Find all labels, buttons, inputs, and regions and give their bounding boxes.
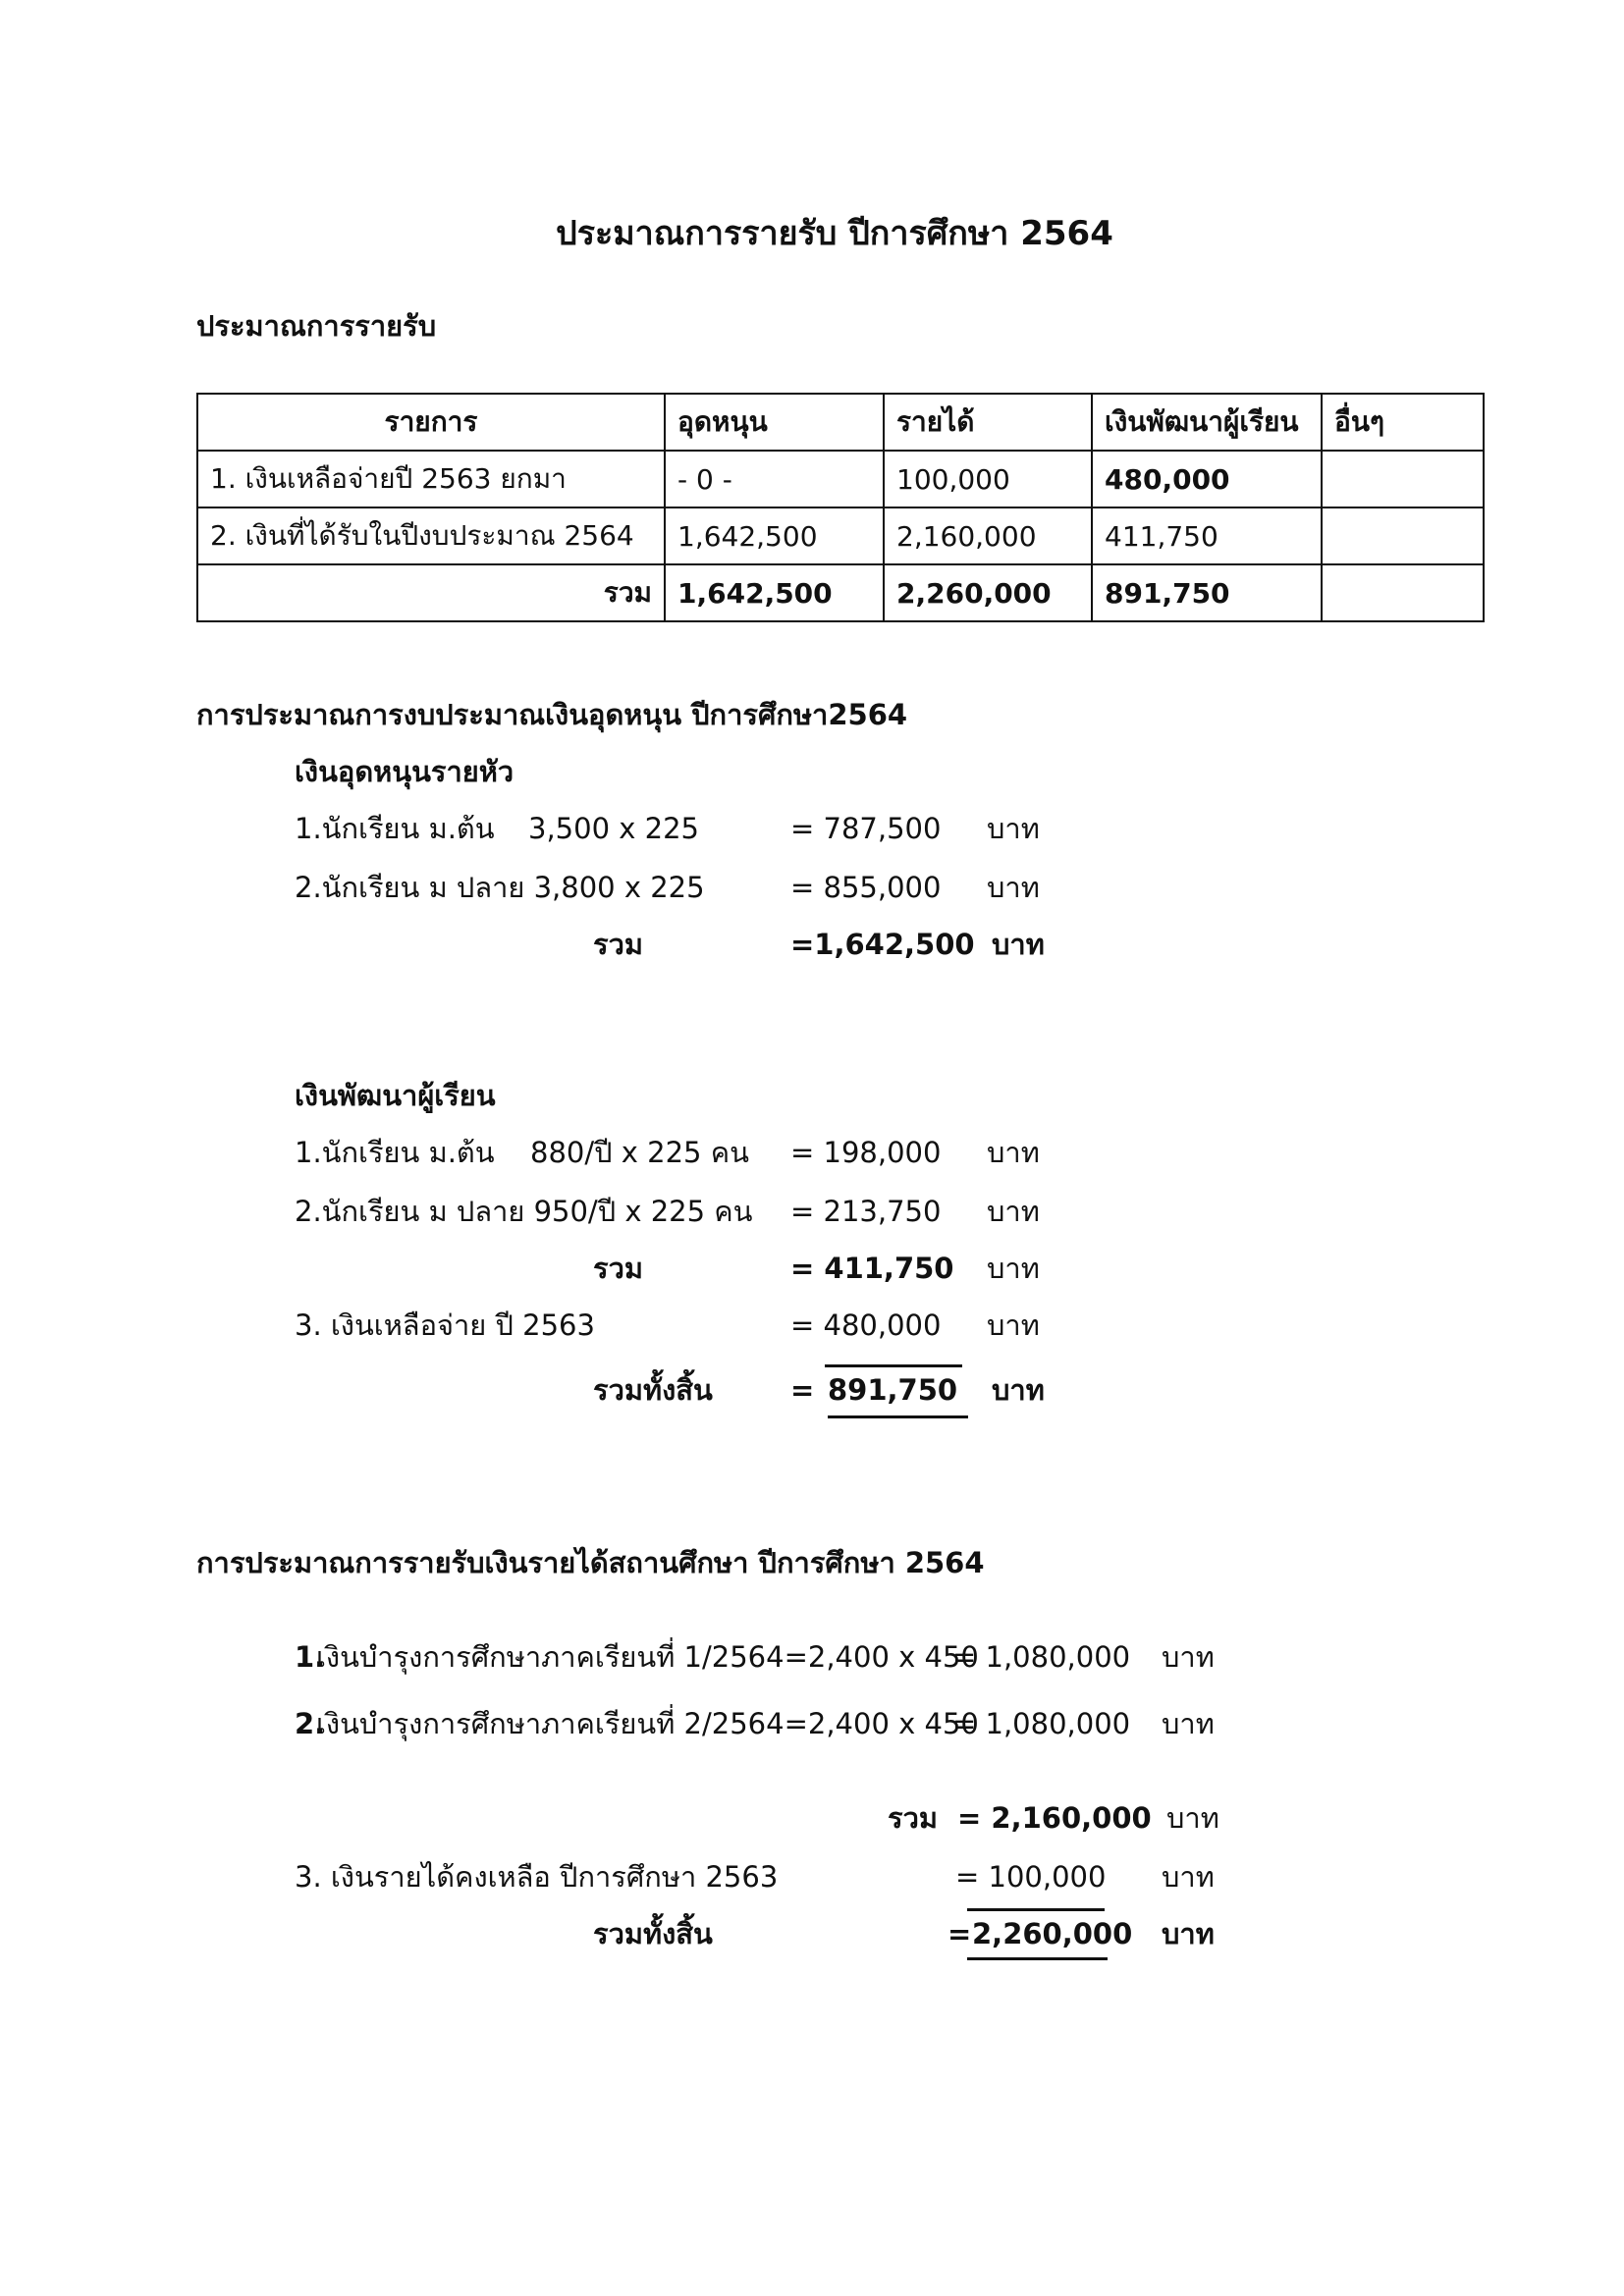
subheading-per-head: เงินอุดหนุนรายหัว [295, 755, 514, 788]
table-cell [1322, 507, 1484, 564]
subsidy-total-amount: =1,642,500 [790, 928, 975, 961]
development-grand-unit: บาท [992, 1373, 1045, 1407]
school-line1-text: เงินบำรุงการศึกษาภาคเรียนที่ 1/2564=2,400 x 450 [316, 1640, 979, 1674]
table-cell [1322, 451, 1484, 507]
table-total-label: รวม [197, 564, 665, 621]
school-total-underline [967, 1957, 1108, 1960]
section-heading-income: ประมาณการรายรับ [196, 309, 437, 343]
development-line1-calc: 880/ปี x 225 คน [530, 1136, 749, 1169]
school-grand-amount: 2,260,000 [972, 1917, 1133, 1950]
development-grand-eq: = [790, 1373, 815, 1407]
development-subtotal-amount: = 411,750 [790, 1252, 954, 1285]
development-line2-amount: = 213,750 [790, 1195, 942, 1228]
school-grand-eq: = [947, 1917, 972, 1950]
table-total-cell [1322, 564, 1484, 621]
section-heading-subsidy: การประมาณการงบประมาณเงินอุดหนุน ปีการศึกษา2564 [196, 698, 908, 731]
development-line2-label: 2.นักเรียน ม ปลาย 950/ปี x 225 คน [295, 1195, 753, 1228]
table-cell: - 0 - [665, 451, 884, 507]
table-cell: 411,750 [1092, 507, 1322, 564]
table-cell: 100,000 [884, 451, 1092, 507]
subheading-development: เงินพัฒนาผู้เรียน [295, 1079, 496, 1112]
school-line3-label: 3. เงินรายได้คงเหลือ ปีการศึกษา 2563 [295, 1860, 779, 1894]
school-line2-amount: = 1,080,000 [952, 1707, 1131, 1740]
subsidy-line1-label: 1.นักเรียน ม.ต้น [295, 812, 495, 845]
table-header-cell: รายการ [197, 394, 665, 451]
school-grand-unit: บาท [1162, 1917, 1215, 1950]
table-row [197, 507, 1484, 564]
table-cell: 2. เงินที่ได้รับในปีงบประมาณ 2564 [197, 507, 665, 564]
development-grand-label: รวมทั้งสิ้น [593, 1373, 713, 1407]
table-header-cell: รายได้ [884, 394, 1092, 451]
school-subtotal-label: รวม [888, 1801, 938, 1835]
school-line2-unit: บาท [1162, 1707, 1215, 1740]
school-total-overline [967, 1908, 1105, 1911]
table-total-row [197, 564, 1484, 621]
development-total-overline [825, 1364, 962, 1367]
development-line2-unit: บาท [987, 1195, 1040, 1228]
school-line1-unit: บาท [1162, 1640, 1215, 1674]
school-line3-amount: = 100,000 [955, 1860, 1107, 1894]
development-grand-amount: 891,750 [828, 1373, 958, 1407]
table-row [197, 451, 1484, 507]
subsidy-line1-amount: = 787,500 [790, 812, 942, 845]
table-header-cell: อื่นๆ [1322, 394, 1484, 451]
school-line3-unit: บาท [1162, 1860, 1215, 1894]
development-line1-amount: = 198,000 [790, 1136, 942, 1169]
table-cell: 1. เงินเหลือจ่ายปี 2563 ยกมา [197, 451, 665, 507]
table-header-cell: เงินพัฒนาผู้เรียน [1092, 394, 1322, 451]
development-subtotal-unit: บาท [987, 1252, 1040, 1285]
income-table [196, 393, 1485, 622]
development-subtotal-label: รวม [593, 1252, 643, 1285]
subsidy-line1-unit: บาท [987, 812, 1040, 845]
development-line3-label: 3. เงินเหลือจ่าย ปี 2563 [295, 1308, 595, 1342]
subsidy-total-label: รวม [593, 928, 643, 961]
table-header-row [197, 394, 1484, 451]
development-line1-unit: บาท [987, 1136, 1040, 1169]
subsidy-line2-unit: บาท [987, 871, 1040, 904]
school-line2-num: 2. [295, 1707, 326, 1740]
subsidy-total-unit: บาท [992, 928, 1045, 961]
school-grand-label: รวมทั้งสิ้น [593, 1917, 713, 1950]
table-header-cell: อุดหนุน [665, 394, 884, 451]
development-total-underline [828, 1415, 968, 1418]
table-total-cell: 2,260,000 [884, 564, 1092, 621]
development-line3-amount: = 480,000 [790, 1308, 942, 1342]
subsidy-line2-amount: = 855,000 [790, 871, 942, 904]
school-line2-text: เงินบำรุงการศึกษาภาคเรียนที่ 2/2564=2,400 x 450 [316, 1707, 979, 1740]
school-line1-amount: = 1,080,000 [952, 1640, 1131, 1674]
table-cell: 2,160,000 [884, 507, 1092, 564]
subsidy-line1-calc: 3,500 x 225 [528, 812, 699, 845]
table-total-cell: 1,642,500 [665, 564, 884, 621]
table-total-cell: 891,750 [1092, 564, 1322, 621]
development-line3-unit: บาท [987, 1308, 1040, 1342]
section-heading-school-income: การประมาณการรายรับเงินรายได้สถานศึกษา ปีการศึกษา 2564 [196, 1546, 985, 1579]
subsidy-line2-label: 2.นักเรียน ม ปลาย 3,800 x 225 [295, 871, 705, 904]
page-title: ประมาณการรายรับ ปีการศึกษา 2564 [556, 214, 1113, 253]
development-line1-label: 1.นักเรียน ม.ต้น [295, 1136, 495, 1169]
school-subtotal-amount: = 2,160,000 [957, 1801, 1152, 1835]
table-cell: 480,000 [1092, 451, 1322, 507]
school-subtotal-unit: บาท [1166, 1801, 1219, 1835]
school-line1-num: 1. [295, 1640, 326, 1674]
table-cell: 1,642,500 [665, 507, 884, 564]
